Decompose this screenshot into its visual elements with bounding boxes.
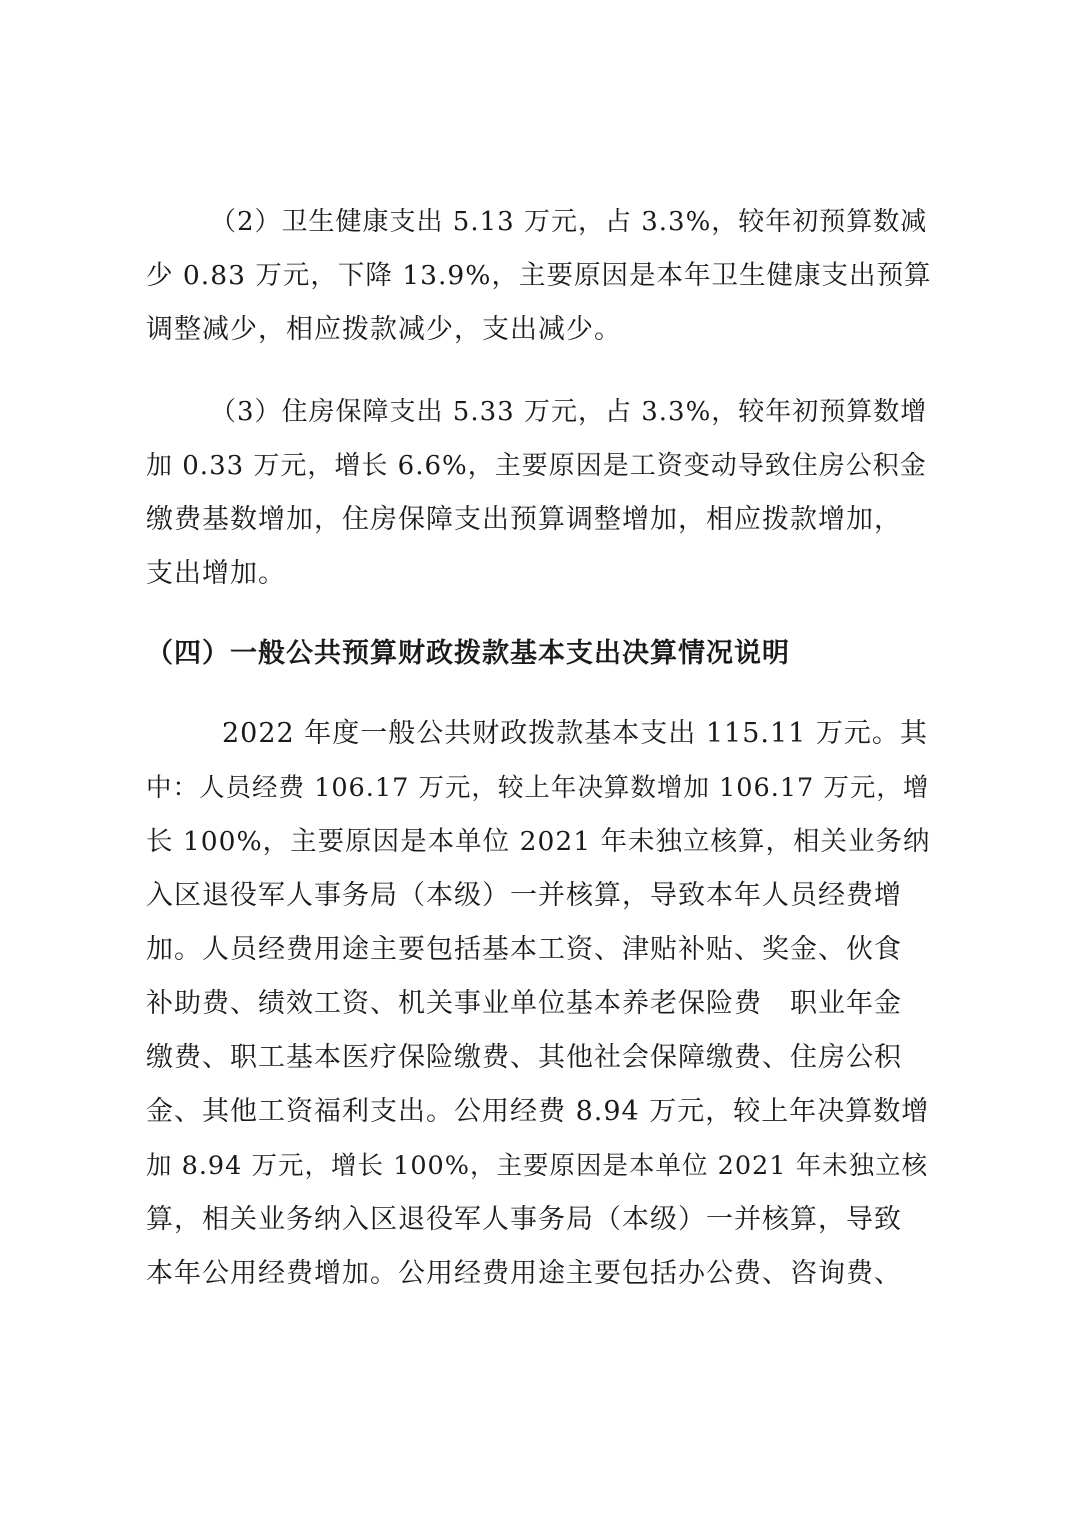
text-line: 入区退役军人事务局（本级）一并核算，导致本年人员经费增 [146, 880, 902, 911]
text-line: 算，相关业务纳入区退役军人事务局（本级）一并核算，导致 [146, 1204, 902, 1235]
text-line: 加 0.33 万元，增长 6.6%，主要原因是工资变动导致住房公积金 [146, 451, 927, 481]
text-line: 长 100%，主要原因是本单位 2021 年未独立核算，相关业务纳 [146, 826, 931, 857]
text-line: （3）住房保障支出 5.33 万元，占 3.3%，较年初预算数增 [210, 397, 928, 427]
text-line: 金、其他工资福利支出。公用经费 8.94 万元，较上年决算数增 [146, 1096, 930, 1127]
text-line: （2）卫生健康支出 5.13 万元，占 3.3%，较年初预算数减 [210, 207, 928, 237]
text-line: 支出增加。 [146, 558, 286, 589]
text-line: 补助费、绩效工资、机关事业单位基本养老保险费 职业年金 [146, 988, 902, 1019]
text-line: 本年公用经费增加。公用经费用途主要包括办公费、咨询费、 [146, 1258, 902, 1289]
text-line: 加 8.94 万元，增长 100%，主要原因是本单位 2021 年未独立核 [146, 1151, 929, 1181]
section-heading: （四）一般公共预算财政拨款基本支出决算情况说明 [146, 638, 790, 669]
text-line: 加。人员经费用途主要包括基本工资、津贴补贴、奖金、伙食 [146, 934, 902, 965]
text-line: 少 0.83 万元，下降 13.9%，主要原因是本年卫生健康支出预算 [146, 260, 932, 291]
text-line: 缴费基数增加，住房保障支出预算调整增加，相应拨款增加， [146, 504, 902, 535]
text-line: 2022 年度一般公共财政拨款基本支出 115.11 万元。其 [222, 718, 928, 749]
text-line: 中：人员经费 106.17 万元，较上年决算数增加 106.17 万元，增 [146, 773, 930, 803]
text-line: 缴费、职工基本医疗保险缴费、其他社会保障缴费、住房公积 [146, 1042, 902, 1073]
text-line: 调整减少，相应拨款减少，支出减少。 [146, 314, 622, 345]
